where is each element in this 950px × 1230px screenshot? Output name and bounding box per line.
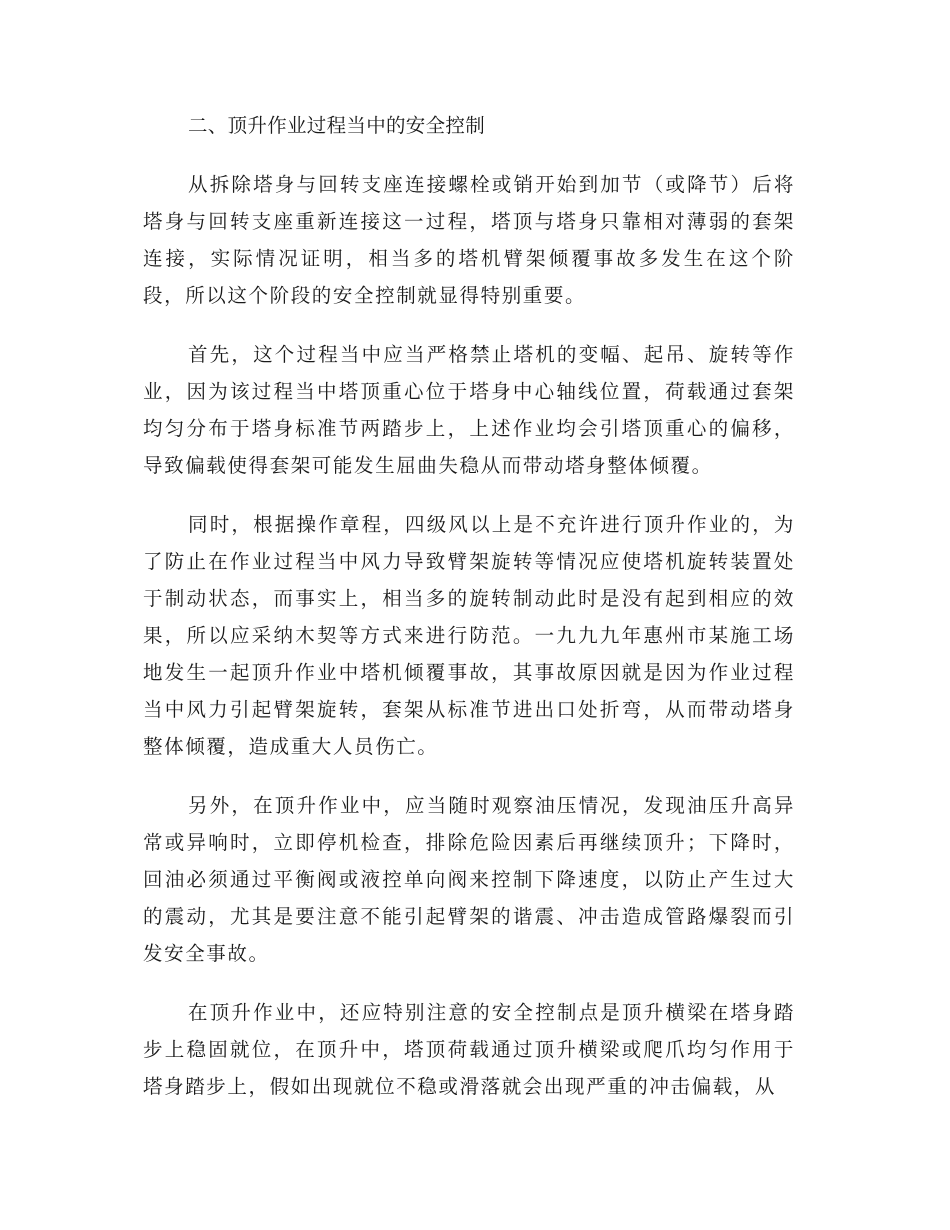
document-body — [143, 108, 795, 1127]
paragraph: 另外，在顶升作业中，应当随时观察油压情况，发现油压升高异常或异响时，立即停机检查，排除危险因素后再继续顶升；下降时，回油必须通过平衡阀或液控单向阀来控制下降速度，以防止产生过大的震动，尤其是要注意不能引起臂架的谐震、冲击造成管路爆裂而引发安全事故。 — [143, 794, 795, 965]
paragraph: 同时，根据操作章程，四级风以上是不充许进行顶升作业的，为了防止在作业过程当中风力导致臂架旋转等情况应使塔机旋转装置处于制动状态，而事实上，相当多的旋转制动此时是没有起到相应的效果，所以应采纳木契等方式来进行防范。一九九九年惠州市某施工场地发生一起顶升作业中塔机倾覆事故，其事故原因就是因为作业过程当中风力引起臂架旋转，套架从标准节进出口处折弯，从而带动塔身整体倾覆，造成重大人员伤亡。 — [143, 513, 795, 758]
paragraph: 在顶升作业中，还应特别注意的安全控制点是顶升横梁在塔身踏步上稳固就位，在顶升中，塔顶荷载通过顶升横梁或爬爪均匀作用于塔身踏步上，假如出现就位不稳或滑落就会出现严重的冲击偏载，从 — [143, 1001, 795, 1098]
paragraph: 首先，这个过程当中应当严格禁止塔机的变幅、起吊、旋转等作业，因为该过程当中塔顶重心位于塔身中心轴线位置，荷载通过套架均匀分布于塔身标准节两踏步上，上述作业均会引塔顶重心的偏移，导致偏载使得套架可能发生屈曲失稳从而带动塔身整体倾覆。 — [143, 343, 795, 477]
paragraph: 从拆除塔身与回转支座连接螺栓或销开始到加节（或降节）后将塔身与回转支座重新连接这一过程，塔顶与塔身只靠相对薄弱的套架连接，实际情况证明，相当多的塔机臂架倾覆事故多发生在这个阶段，所以这个阶段的安全控制就显得特别重要。 — [143, 173, 795, 307]
section-heading: 二、顶升作业过程当中的安全控制 — [188, 114, 486, 137]
